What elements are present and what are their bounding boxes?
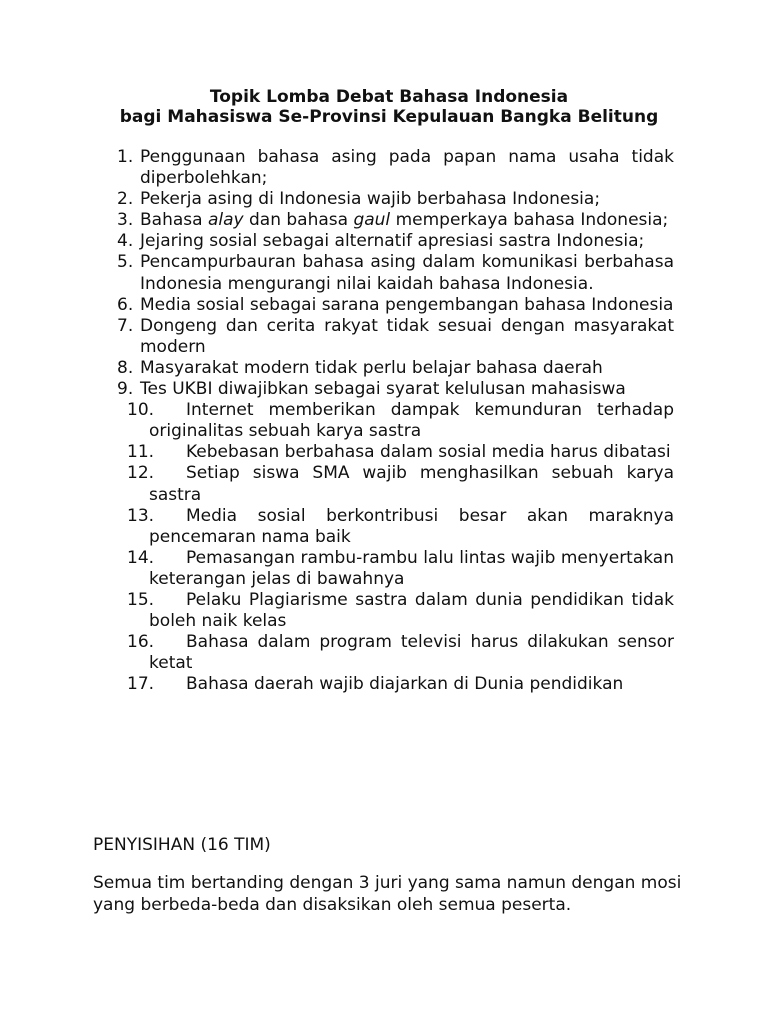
list-item (0, 506, 674, 548)
topic-list (0, 147, 674, 695)
list-item-number: 5. (117, 252, 134, 273)
list-item-text: Pelaku Plagiarisme sastra dalam dunia pendidikan tidak boleh naik kelas (149, 589, 674, 632)
list-item-text: Setiap siswa SMA wajib menghasilkan sebuah karya sastra (149, 463, 674, 505)
list-item-number: 2. (117, 189, 134, 210)
list-item (0, 189, 674, 210)
list-item-number: 12. (127, 463, 155, 484)
list-item-text: Media sosial sebagai sarana pengembangan bahasa Indonesia (140, 294, 674, 315)
list-item-number: 14. (127, 547, 155, 568)
list-item-number: 13. (127, 505, 155, 526)
section-heading: PENYISIHAN (16 TIM) (93, 835, 271, 855)
list-item (0, 231, 674, 252)
list-item-number: 6. (117, 294, 134, 315)
document-title-line-2: bagi Mahasiswa Se-Provinsi Kepulauan Bangka Belitung (119, 107, 659, 127)
list-item-text: dan bahasa (243, 210, 354, 231)
list-item (0, 632, 674, 674)
list-item-number: 16. (127, 632, 155, 653)
list-item (0, 379, 674, 400)
list-item-text: Bahasa (140, 210, 208, 231)
list-item (0, 358, 674, 379)
section-paragraph: Semua tim bertanding dengan 3 juri yang sama namun dengan mosi yang berbeda-beda dan disaksikan oleh semua peserta. (93, 873, 682, 915)
list-item-number: 11. (127, 442, 155, 463)
list-item (0, 147, 674, 189)
list-item-number: 7. (117, 315, 134, 336)
list-item-number: 10. (127, 400, 155, 421)
list-item (0, 210, 674, 231)
list-item-text: Dongeng dan cerita rakyat tidak sesuai dengan masyarakat modern (140, 315, 674, 357)
list-item-number: 4. (117, 231, 134, 252)
list-item-text: memperkaya bahasa Indonesia; (390, 210, 669, 231)
list-item-text: Penggunaan bahasa asing pada papan nama usaha tidak diperbolehkan; (140, 147, 674, 189)
list-item (0, 442, 674, 463)
document-title-line-1: Topik Lomba Debat Bahasa Indonesia (209, 87, 569, 107)
list-item (0, 400, 674, 442)
list-item-number: 17. (127, 674, 155, 695)
list-item-text: Tes UKBI diwajibkan sebagai syarat kelulusan mahasiswa (140, 379, 626, 400)
list-item-number: 15. (127, 589, 155, 610)
list-item-number: 1. (117, 147, 134, 167)
list-item-italic-text: gaul (353, 210, 391, 231)
list-item (0, 252, 674, 294)
list-item-text: Kebebasan berbahasa dalam sosial media harus dibatasi (186, 442, 671, 463)
list-item (0, 674, 674, 695)
list-item-text: Pemasangan rambu-rambu lalu lintas wajib menyertakan keterangan jelas di bawahnya (149, 547, 674, 589)
list-item (0, 548, 674, 590)
list-item-number: 3. (117, 210, 134, 231)
list-item-italic-text: alay (207, 210, 244, 231)
list-item-number: 8. (117, 357, 134, 378)
list-item-text: Pekerja asing di Indonesia wajib berbahasa Indonesia; (140, 189, 601, 210)
list-item (0, 590, 674, 632)
list-item-text: Internet memberikan dampak kemunduran terhadap originalitas sebuah karya sastra (149, 400, 674, 442)
list-item-text: Masyarakat modern tidak perlu belajar bahasa daerah (140, 357, 603, 378)
list-item-text: Pencampurbauran bahasa asing dalam komunikasi berbahasa Indonesia mengurangi nilai kaidah bahasa Indonesia. (140, 252, 674, 294)
list-item (0, 295, 674, 316)
list-item-number: 9. (117, 379, 134, 400)
list-item-text: Bahasa dalam program televisi harus dilakukan sensor ketat (149, 632, 674, 674)
list-item-text: Bahasa daerah wajib diajarkan di Dunia pendidikan (186, 674, 624, 695)
list-item (0, 316, 674, 358)
list-item-text: Jejaring sosial sebagai alternatif apresiasi sastra Indonesia; (140, 231, 645, 252)
list-item-text: Media sosial berkontribusi besar akan maraknya pencemaran nama baik (149, 505, 674, 547)
list-item (0, 463, 674, 505)
